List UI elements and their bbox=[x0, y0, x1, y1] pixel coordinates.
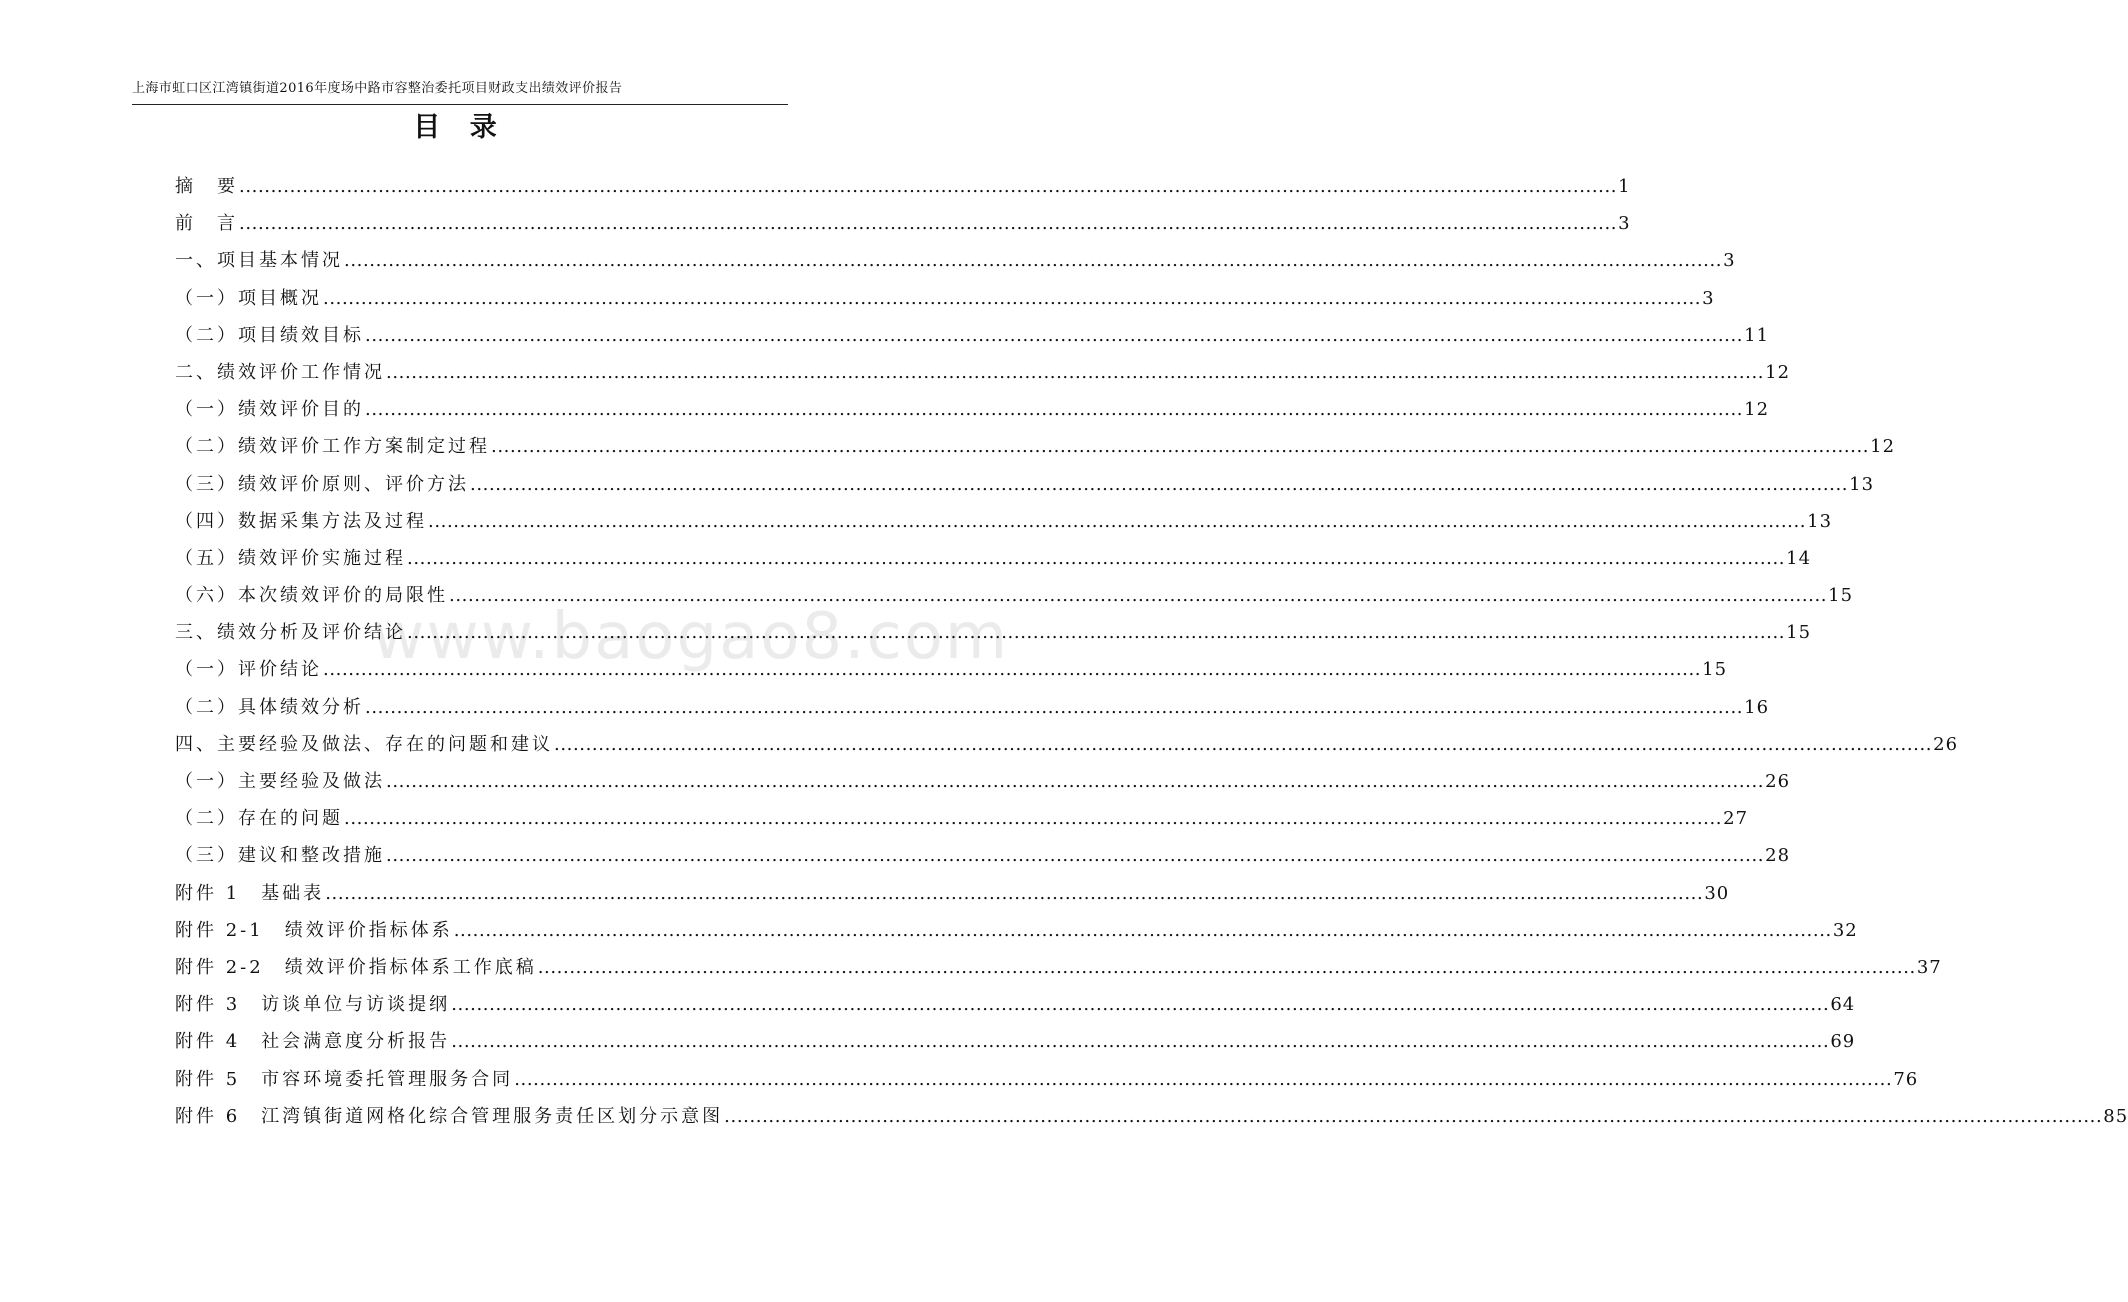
toc-entry[interactable] bbox=[175, 800, 1749, 837]
toc-leader-dots bbox=[428, 503, 1806, 540]
toc-entry-label: 三、绩效分析及评价结论 bbox=[175, 622, 406, 644]
toc-leader-dots bbox=[724, 1098, 2102, 1135]
toc-leader-dots bbox=[323, 651, 1701, 688]
toc-entry-label: （一）绩效评价目的 bbox=[175, 399, 364, 421]
toc-leader-dots bbox=[344, 242, 1722, 279]
toc-entry-page: 12 bbox=[1870, 436, 1896, 458]
toc-entry-label: （三）绩效评价原则、评价方法 bbox=[175, 473, 469, 495]
toc-entry[interactable] bbox=[175, 837, 1791, 874]
toc-entry-page: 15 bbox=[1702, 659, 1728, 681]
toc-entry-label: 附件 2-2 绩效评价指标体系工作底稿 bbox=[175, 956, 537, 978]
toc-entry[interactable] bbox=[175, 1098, 2128, 1135]
header-rule bbox=[132, 104, 788, 105]
toc-entry-page: 26 bbox=[1933, 733, 1959, 755]
toc-entry[interactable] bbox=[175, 651, 1728, 688]
toc-leader-dots bbox=[239, 205, 1617, 242]
toc-entry[interactable] bbox=[175, 391, 1770, 428]
table-of-contents bbox=[175, 168, 2128, 1135]
toc-leader-dots bbox=[365, 391, 1743, 428]
toc-leader-dots bbox=[344, 800, 1722, 837]
toc-entry-label: （一）评价结论 bbox=[175, 659, 322, 681]
toc-leader-dots bbox=[451, 986, 1829, 1023]
toc-leader-dots bbox=[407, 540, 1785, 577]
toc-entry[interactable] bbox=[175, 503, 1833, 540]
toc-entry-label: （二）绩效评价工作方案制定过程 bbox=[175, 436, 490, 458]
toc-entry-page: 69 bbox=[1830, 1031, 1856, 1053]
toc-entry[interactable] bbox=[175, 912, 1858, 949]
toc-entry-page: 76 bbox=[1893, 1068, 1919, 1090]
toc-entry-label: 四、主要经验及做法、存在的问题和建议 bbox=[175, 733, 553, 755]
toc-leader-dots bbox=[323, 280, 1701, 317]
toc-entry-label: （三）建议和整改措施 bbox=[175, 845, 385, 867]
toc-entry-label: 一、项目基本情况 bbox=[175, 250, 343, 272]
toc-entry-page: 16 bbox=[1744, 696, 1770, 718]
toc-entry-label: 附件 6 江湾镇街道网格化综合管理服务责任区划分示意图 bbox=[175, 1105, 724, 1127]
toc-entry-page: 3 bbox=[1618, 213, 1631, 235]
toc-entry-label: （二）项目绩效目标 bbox=[175, 324, 364, 346]
toc-entry-page: 30 bbox=[1704, 882, 1730, 904]
toc-entry-label: 前 言 bbox=[175, 213, 238, 235]
toc-entry-page: 85 bbox=[2103, 1105, 2128, 1127]
toc-entry-page: 26 bbox=[1765, 771, 1791, 792]
running-header: 上海市虹口区江湾镇街道2016年度场中路市容整治委托项目财政支出绩效评价报告 bbox=[132, 81, 623, 96]
toc-entry[interactable] bbox=[175, 577, 1854, 614]
toc-entry-page: 12 bbox=[1744, 399, 1770, 421]
toc-entry[interactable] bbox=[175, 689, 1770, 726]
toc-entry-label: （五）绩效评价实施过程 bbox=[175, 547, 406, 569]
toc-leader-dots bbox=[538, 949, 1916, 986]
toc-entry-page: 12 bbox=[1765, 361, 1791, 383]
toc-entry[interactable] bbox=[175, 242, 1736, 279]
toc-entry[interactable] bbox=[175, 466, 1875, 503]
toc-entry-label: 附件 2-1 绩效评价指标体系 bbox=[175, 919, 453, 941]
toc-leader-dots bbox=[386, 837, 1764, 874]
toc-entry[interactable] bbox=[175, 726, 1959, 763]
toc-entry[interactable] bbox=[175, 168, 1631, 205]
toc-entry[interactable] bbox=[175, 1023, 1856, 1060]
toc-entry-label: （二）具体绩效分析 bbox=[175, 696, 364, 718]
toc-entry[interactable] bbox=[175, 317, 1770, 354]
toc-leader-dots bbox=[514, 1061, 1892, 1098]
toc-entry-page: 14 bbox=[1786, 547, 1812, 569]
toc-entry[interactable] bbox=[175, 280, 1715, 317]
toc-entry[interactable] bbox=[175, 875, 1730, 912]
toc-entry-page: 13 bbox=[1807, 510, 1833, 532]
toc-entry[interactable] bbox=[175, 205, 1631, 242]
toc-leader-dots bbox=[554, 726, 1932, 763]
toc-entry[interactable] bbox=[175, 428, 1896, 465]
toc-entry-page: 32 bbox=[1832, 919, 1858, 941]
toc-entry-label: 附件 3 访谈单位与访谈提纲 bbox=[175, 994, 451, 1016]
toc-entry-label: （六）本次绩效评价的局限性 bbox=[175, 585, 448, 607]
toc-leader-dots bbox=[454, 912, 1832, 949]
toc-entry-page: 27 bbox=[1723, 808, 1749, 830]
page-title: 目 录 bbox=[413, 112, 507, 143]
toc-entry[interactable] bbox=[175, 949, 1942, 986]
toc-entry-label: （四）数据采集方法及过程 bbox=[175, 510, 427, 532]
toc-entry-page: 15 bbox=[1786, 622, 1812, 644]
toc-entry-page: 11 bbox=[1744, 324, 1770, 346]
toc-leader-dots bbox=[325, 875, 1703, 912]
toc-leader-dots bbox=[365, 317, 1743, 354]
toc-leader-dots bbox=[407, 614, 1785, 651]
toc-entry[interactable] bbox=[175, 354, 1791, 391]
toc-entry-page: 3 bbox=[1723, 250, 1736, 272]
toc-entry-label: 附件 4 社会满意度分析报告 bbox=[175, 1031, 451, 1053]
toc-entry-label: 二、绩效评价工作情况 bbox=[175, 361, 385, 383]
toc-entry-label: （一）主要经验及做法 bbox=[175, 771, 385, 792]
toc-entry[interactable] bbox=[175, 1061, 1919, 1098]
toc-leader-dots bbox=[386, 354, 1764, 391]
toc-leader-dots bbox=[470, 466, 1848, 503]
toc-entry-label: （一）项目概况 bbox=[175, 287, 322, 309]
toc-leader-dots bbox=[365, 689, 1743, 726]
toc-leader-dots bbox=[451, 1023, 1829, 1060]
toc-leader-dots bbox=[239, 168, 1617, 205]
toc-entry-page: 28 bbox=[1765, 845, 1791, 867]
toc-entry-label: 附件 5 市容环境委托管理服务合同 bbox=[175, 1068, 514, 1090]
toc-entry[interactable] bbox=[175, 763, 1791, 800]
toc-entry-page: 1 bbox=[1618, 176, 1631, 197]
toc-entry-page: 64 bbox=[1830, 994, 1856, 1016]
toc-entry-page: 15 bbox=[1828, 585, 1854, 607]
toc-entry-label: 附件 1 基础表 bbox=[175, 882, 325, 904]
toc-leader-dots bbox=[491, 428, 1869, 465]
toc-entry-page: 13 bbox=[1849, 473, 1875, 495]
toc-entry-label: （二）存在的问题 bbox=[175, 808, 343, 830]
toc-leader-dots bbox=[386, 763, 1764, 800]
toc-entry[interactable] bbox=[175, 540, 1812, 577]
toc-entry[interactable] bbox=[175, 986, 1856, 1023]
toc-entry-page: 37 bbox=[1916, 956, 1942, 978]
toc-entry-label: 摘 要 bbox=[175, 176, 238, 197]
toc-entry-page: 3 bbox=[1702, 287, 1715, 309]
toc-leader-dots bbox=[449, 577, 1827, 614]
watermark: www.baogao8.com bbox=[372, 600, 1010, 674]
